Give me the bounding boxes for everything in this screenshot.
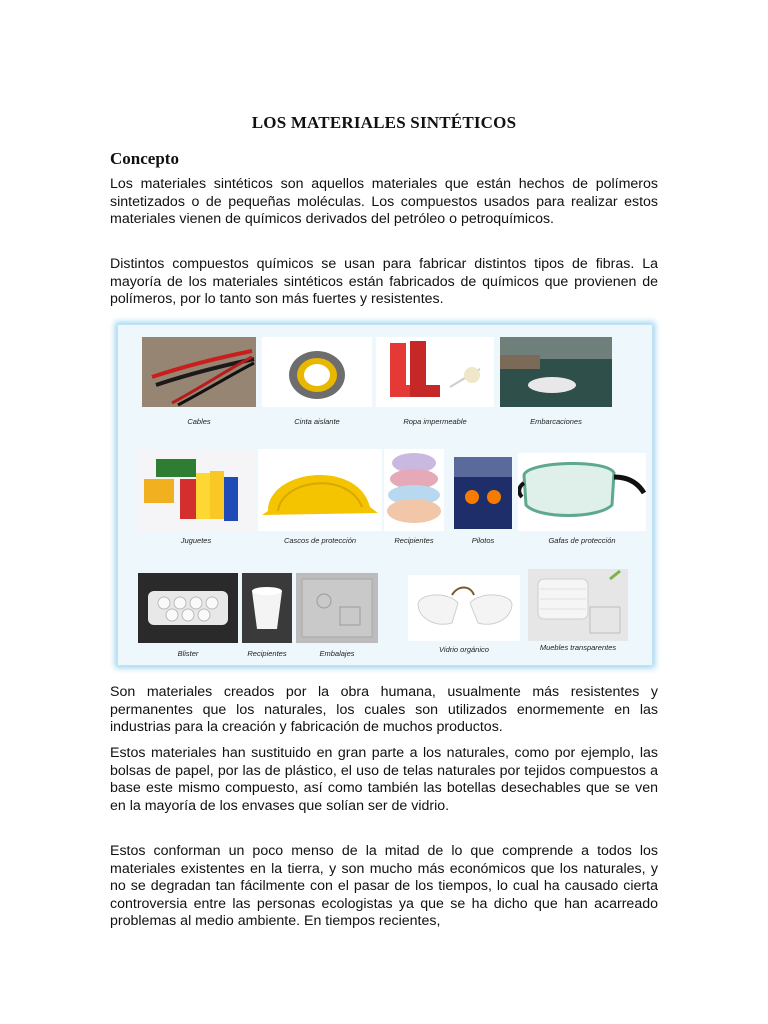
toys-image (136, 449, 256, 531)
caption-containers-2: Recipientes (247, 649, 287, 658)
caption-organic-glass: Vidrio orgánico (439, 645, 489, 654)
document-title: LOS MATERIALES SINTÉTICOS (251, 113, 517, 132)
boots-image (376, 337, 494, 407)
furniture-image (528, 569, 628, 641)
containers-image (384, 449, 444, 531)
packaging-image (296, 573, 378, 643)
caption-furniture: Muebles transparentes (539, 643, 617, 652)
paragraph-4: Estos materiales han sustituido en gran parte a los naturales, como por ejemplo, las bolsas de papel, por las de plástico, el uso de telas naturales por tejidos compuestos a base este mismo compuesto, así como también las botellas desechables que se ven en la mayoría de los envases que solían ser de vidrio. (110, 745, 658, 814)
goggles-image (518, 453, 646, 531)
blister-image (138, 573, 238, 643)
caption-blister: Blister (177, 649, 199, 658)
materials-figure (117, 324, 653, 666)
organic-glass-image (408, 575, 520, 641)
boat-image (500, 337, 612, 407)
section-heading: Concepto (110, 149, 179, 168)
helmet-image (258, 449, 382, 531)
cables-image (142, 337, 256, 407)
cup-image (242, 573, 292, 643)
caption-goggles: Gafas de protección (548, 536, 616, 545)
caption-cables: Cables (187, 417, 211, 426)
paragraph-1: Los materiales sintéticos son aquellos materiales que están hechos de polímeros sintetizados o de pequeñas moléculas. Los compuestos usados para realizar estos materiales vienen de químicos derivados del petróleo o petroquímicos. (110, 176, 658, 228)
caption-boats: Embarcaciones (530, 417, 582, 426)
car-lights-image (454, 457, 512, 529)
tape-image (262, 337, 372, 407)
caption-containers-1: Recipientes (394, 536, 434, 545)
paragraph-3: Son materiales creados por la obra humana, usualmente más resistentes y permanentes que los naturales, los cuales son utilizados enormemente en las industrias para la creación y fabricación de muchos productos. (110, 684, 658, 736)
caption-helmets: Cascos de protección (283, 536, 357, 545)
caption-packaging: Embalajes (319, 649, 355, 658)
caption-toys: Juguetes (180, 536, 212, 545)
caption-tape: Cinta aislante (294, 417, 340, 426)
paragraph-2: Distintos compuestos químicos se usan para fabricar distintos tipos de fibras. La mayoría de los materiales sintéticos están fabricados de químicos que provienen de polímeros, por lo tanto son más fuertes y resistentes. (110, 256, 658, 308)
caption-raincoat: Ropa impermeable (403, 417, 467, 426)
paragraph-5: Estos conforman un poco menso de la mitad de lo que comprende a todos los materiales existentes en la tierra, y son mucho más económicos que los naturales, y no se degradan tan fácilmente con el pasar de los tiempos, lo cual ha causado cierta controversia entre las personas ecologistas ya que se ha dicho que han acarreado problemas al medio ambiente. En tiempos recientes, (110, 843, 658, 930)
caption-lights: Pilotos (471, 536, 495, 545)
